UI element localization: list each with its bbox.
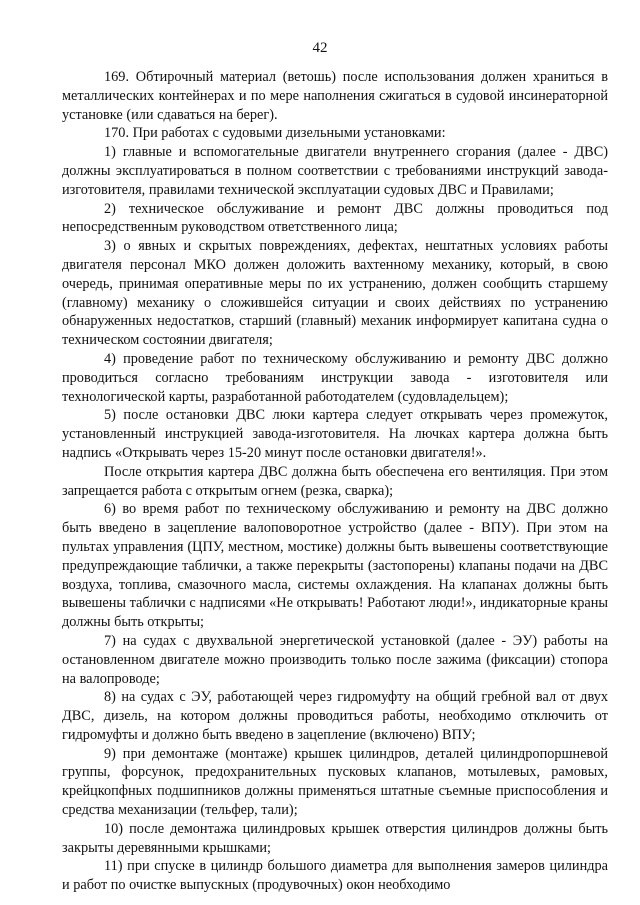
paragraph-item-3: 3) о явных и скрытых повреждениях, дефектах, нештатных условиях работы двигателя персонал МКО должен доложить вахтенному механику, который, в свою очередь, принимая оперативные меры по их устранению, должен сообщить старшему (главному) механику о сложившейся ситуации и своих действиях по устранению обнаруженных недостатков, старший (главный) механик информирует капитана судна о техническом состоянии двигателя; [62, 238, 608, 349]
paragraph-item-9: 9) при демонтаже (монтаже) крышек цилиндров, деталей цилиндропоршневой группы, форсунок, предохранительных пусковых клапанов, мотылевых, рамовых, крейцкопфных подшипников должны применяться штатные съемные приспособления и средства механизации (тельфер, тали); [62, 745, 608, 819]
paragraph-item-6: 6) во время работ по техническому обслуживанию и ремонту на ДВС должно быть введено в зацепление валоповоротное устройство (далее - ВПУ). При этом на пультах управления (ЦПУ, местном, мостике) должны быть вывешены соответствующие предупреждающие таблички, а также перекрыты (застопорены) клапаны подачи на ДВС воздуха, топлива, смазочного масла, системы охлаждения. На клапанах должны быть вывешены таблички с надписями «Не открывать! Работают люди!», индикаторные краны должны быть открыты; [62, 501, 608, 631]
paragraph-item-4: 4) проведение работ по техническому обслуживанию и ремонту ДВС должно проводиться согласно требованиям инструкции завода - изготовителя или технологической карты, разработанной работодателем (судовладельцем); [62, 350, 608, 405]
paragraph-item-2: 2) техническое обслуживание и ремонт ДВС должны проводиться под непосредственным руководством ответственного лица; [62, 200, 608, 236]
paragraph-item-8: 8) на судах с ЭУ, работающей через гидромуфту на общий гребной вал от двух ДВС, дизель, на котором должны проводиться работы, необходимо отключить от гидромуфты и должно быть введено в зацепление (включено) ВПУ; [62, 689, 608, 743]
paragraph-item-11: 11) при спуске в цилиндр большого диаметра для выполнения замеров цилиндра и работ по очистке выпускных (продувочных) окон необходимо [62, 858, 608, 894]
document-body [62, 68, 608, 895]
paragraph-169: 169. Обтирочный материал (ветошь) после использования должен храниться в металлических контейнерах и по мере наполнения сжигаться в судовой инсинераторной установке (или сдаваться на берег). [62, 69, 608, 123]
paragraph-item-7: 7) на судах с двухвальной энергетической установкой (далее - ЭУ) работы на остановленном двигателе можно производить только после зажима (фиксации) стопора на валопроводе; [62, 632, 608, 687]
paragraph-item-10: 10) после демонтажа цилиндровых крышек отверстия цилиндров должны быть закрыты деревянными крышками; [62, 820, 608, 856]
page-number: 42 [312, 40, 328, 56]
paragraph-item-5: 5) после остановки ДВС люки картера следует открывать через промежуток, установленный инструкцией завода-изготовителя. На лючках картера должна быть надпись «Открывать через 15-20 минут после остановки двигателя!». [62, 407, 608, 461]
paragraph-crankcase-ventilation: После открытия картера ДВС должна быть обеспечена его вентиляция. При этом запрещается работа с открытым огнем (резка, сварка); [62, 463, 608, 499]
paragraph-item-1: 1) главные и вспомогательные двигатели внутреннего сгорания (далее - ДВС) должны эксплуатироваться в полном соответствии с требованиями инструкций завода-изготовителя, правилами технической эксплуатации судовых ДВС и Правилами; [62, 144, 608, 198]
paragraph-170-heading: 170. При работах с судовыми дизельными установками: [104, 125, 446, 142]
